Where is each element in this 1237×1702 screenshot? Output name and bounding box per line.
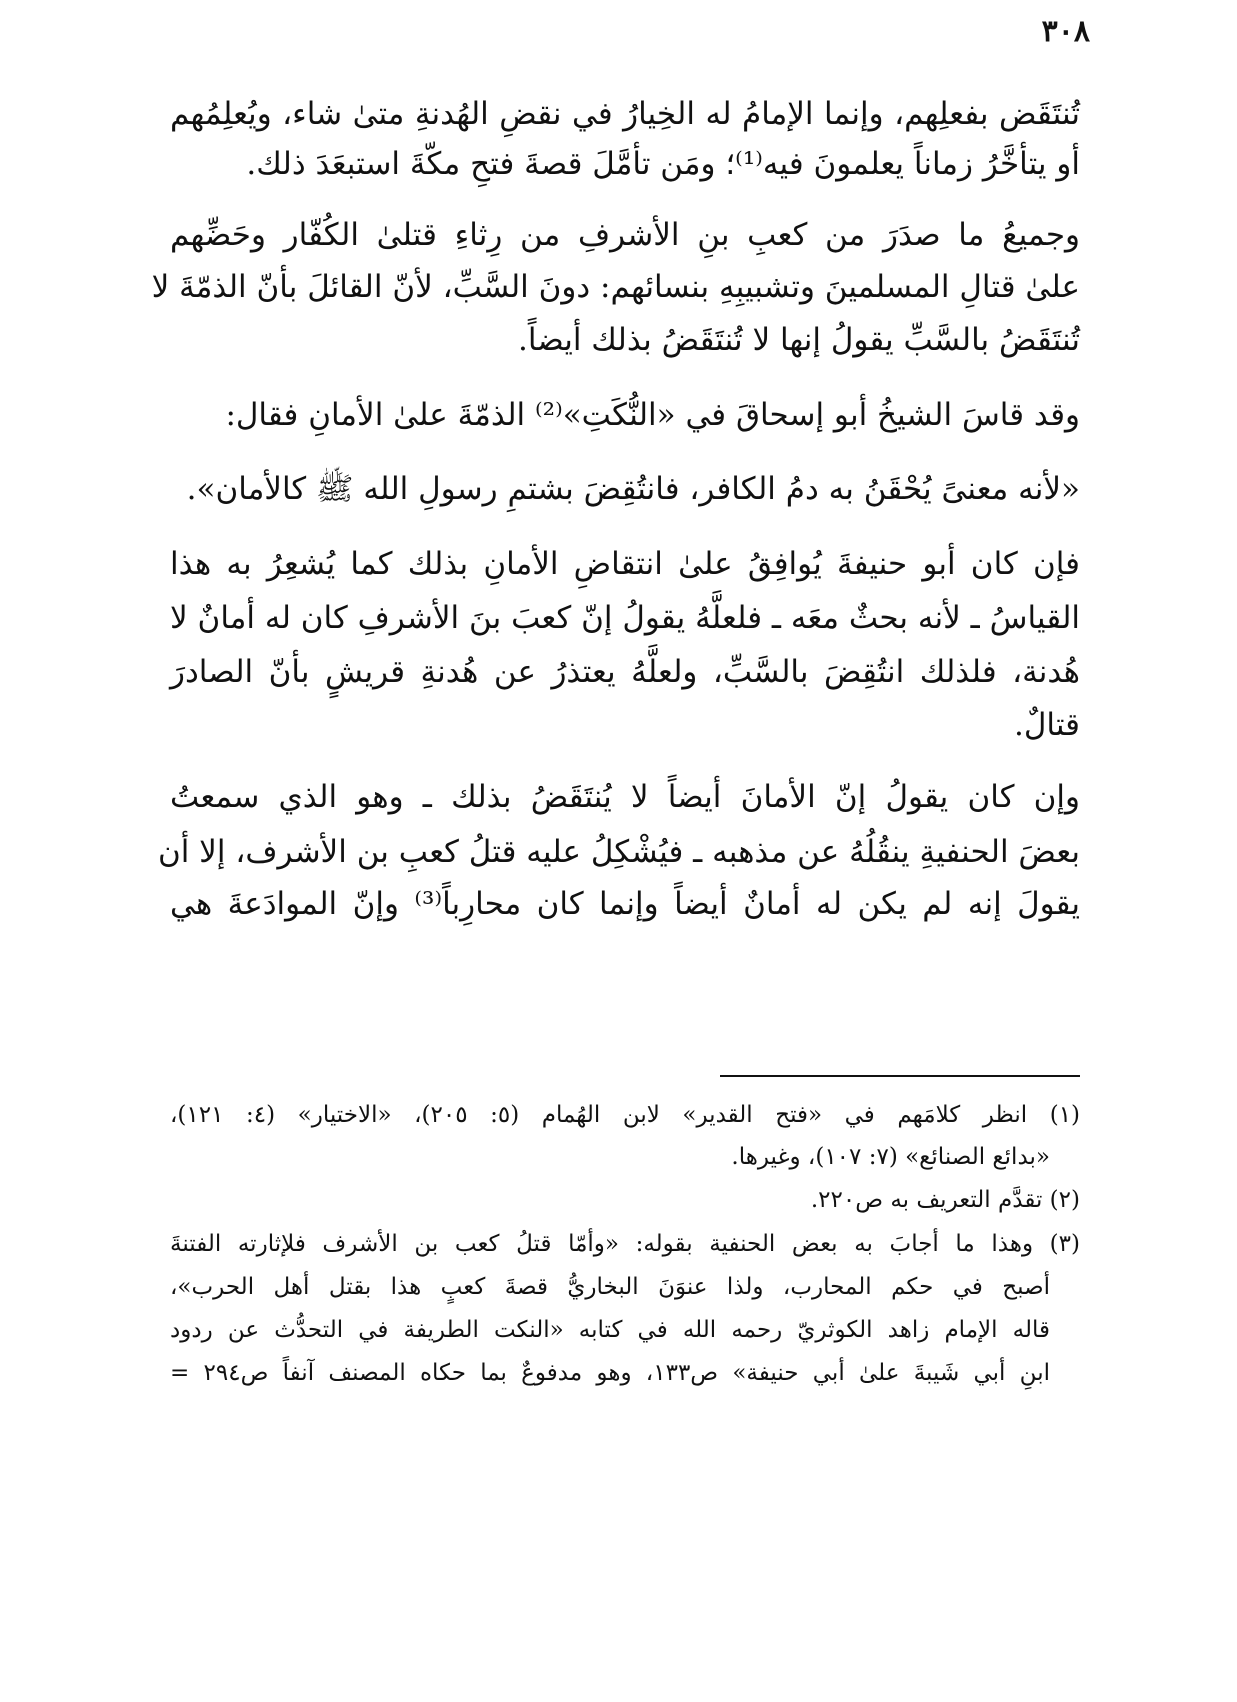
quote-line: «لأنه معنىً يُحْقَنُ به دمُ الكافر، فانتُقِضَ بشتمِ رسولِ الله ﷺ كالأمان». (186, 471, 1080, 507)
body-line: وجميعُ ما صدَرَ من كعبِ بنِ الأشرفِ من رِثاءِ قتلىٰ الكُفّار وحَضِّهم (170, 217, 1080, 253)
footnote-line: قاله الإمام زاهد الكوثريّ رحمه الله في كتابه «النكت الطريفة في التحدُّث عن ردود (170, 1317, 1050, 1343)
footnote-line: ابنِ أبي شَيبةَ علىٰ أبي حنيفة» ص١٣٣، وهو مدفوعٌ بما حكاه المصنف آنفاً ص٢٩٤ = (170, 1360, 1050, 1386)
footnote-line: أصبح في حكم المحارب، ولذا عنوَنَ البخاريُّ قصةَ كعبٍ هذا بقتل أهل الحرب»، (170, 1274, 1050, 1300)
page-number: ٣٠٨ (1041, 14, 1090, 49)
body-line: بعضَ الحنفيةِ ينقُلُهُ عن مذهبه ـ فيُشْكِلُ عليه قتلُ كعبِ بن الأشرف، إلا أن (157, 834, 1080, 870)
body-line: القياسُ ـ لأنه بحثٌ معَه ـ فلعلَّهُ يقولُ إنّ كعبَ بنَ الأشرفِ كان له أمانٌ لا (170, 600, 1080, 636)
body-line: وإن كان يقولُ إنّ الأمانَ أيضاً لا يُنتَقَضُ بذلك ـ وهو الذي سمعتُ (170, 779, 1080, 815)
footnote-line: (٣) وهذا ما أجابَ به بعض الحنفية بقوله: «وأمّا قتلُ كعب بن الأشرف فلإثارته الفتنةَ (170, 1231, 1080, 1257)
body-line: تُنتَقَض بفعلِهم، وإنما الإمامُ له الخِيارُ في نقضِ الهُدنةِ متىٰ شاء، ويُعلِمُهم (170, 96, 1080, 132)
footnote-line: (١) انظر كلامَهم في «فتح القدير» لابن الهُمام (٥: ٢٠٥)، «الاختيار» (٤: ١٢١)، (170, 1102, 1081, 1128)
body-line: تُنتَقَضُ بالسَّبِّ يقولُ إنها لا تُنتَقَضُ بذلك أيضاً. (518, 322, 1080, 358)
body-line: فإن كان أبو حنيفةَ يُوافِقُ علىٰ انتقاضِ الأمانِ بذلك كما يُشعِرُ به هذا (170, 546, 1080, 582)
footnote-line: (٢) تقدَّم التعريف به ص٢٢٠. (810, 1187, 1080, 1213)
body-line: علىٰ قتالِ المسلمينَ وتشبيبِهِ بنسائهم: دونَ السَّبِّ، لأنّ القائلَ بأنّ الذمّةَ لا (151, 269, 1080, 305)
body-line: قتالٌ. (1014, 707, 1080, 743)
body-line: وقد قاسَ الشيخُ أبو إسحاقَ في «النُّكَتِ»⁽²⁾ الذمّةَ علىٰ الأمانِ فقال: (225, 397, 1080, 433)
footnote-line: «بدائع الصنائع» (٧: ١٠٧)، وغيرها. (731, 1144, 1050, 1170)
body-line: يقولَ إنه لم يكن له أمانٌ أيضاً وإنما كان محارِباً⁽³⁾ وإنّ الموادَعةَ هي (170, 886, 1080, 922)
footnote-separator (720, 1075, 1080, 1077)
body-line: هُدنة، فلذلك انتُقِضَ بالسَّبِّ، ولعلَّهُ يعتذرُ عن هُدنةِ قريشٍ بأنّ الصادرَ (170, 654, 1080, 690)
body-line: أو يتأخَّرُ زماناً يعلمونَ فيه⁽¹⁾؛ ومَن تأمَّلَ قصةَ فتحِ مكّةَ استبعَدَ ذلك. (246, 146, 1080, 182)
